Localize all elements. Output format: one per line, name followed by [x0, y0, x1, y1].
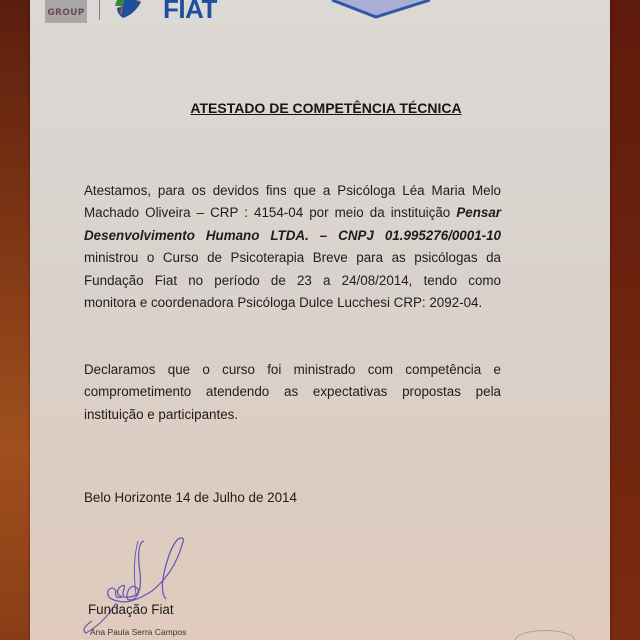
- institution-name: Pensar: [456, 205, 501, 221]
- paragraph-line-text: Machado Oliveira – CRP : 4154-04 por meio da instituição: [84, 205, 457, 221]
- fiat-emblem-icon: [113, 0, 143, 20]
- paragraph-line: [84, 202, 501, 224]
- institution-name-cnpj: Desenvolvimento Humano LTDA. – CNPJ 01.995276/0001-10: [84, 227, 501, 243]
- signatory-name: Ana Paula Serra Campos: [90, 627, 187, 637]
- signature-organization: Fundação Fiat: [88, 602, 174, 617]
- group-logo-text: GROUP: [47, 8, 85, 18]
- document-title: ATESTADO DE COMPETÊNCIA TÉCNICA: [190, 100, 462, 116]
- paragraph-line: comprometimento atendendo as expectativas propostas pela: [84, 384, 501, 400]
- paragraph-line: Declaramos que o curso foi ministrado com competência e: [84, 362, 501, 377]
- paragraph-line: Fundação Fiat no período de 23 a 24/08/2014, tendo como: [84, 272, 501, 288]
- paragraph-declaration: [84, 359, 501, 426]
- wood-background-left: [0, 0, 34, 640]
- fiat-wordmark: FIAT: [163, 0, 217, 24]
- paragraph-line: instituição e participantes.: [84, 406, 239, 422]
- paragraph-line: ministrou o Curso de Psicoterapia Breve para as psicólogas da: [84, 250, 501, 266]
- handwritten-signature-icon: [74, 533, 187, 640]
- paragraph-line: monitora e coordenadora Psicóloga Dulce Lucchesi CRP: 2092-04.: [84, 295, 483, 311]
- wood-background-right: [608, 0, 640, 640]
- group-logo: [45, 0, 87, 23]
- logo-divider: [99, 0, 100, 20]
- place-and-date: Belo Horizonte 14 de Julho de 2014: [84, 490, 297, 505]
- decorative-header-shape: [318, 0, 438, 20]
- paragraph-line: Atestamos, para os devidos fins que a Psicóloga Léa Maria Melo: [84, 183, 501, 198]
- paragraph-attestation: [84, 180, 501, 314]
